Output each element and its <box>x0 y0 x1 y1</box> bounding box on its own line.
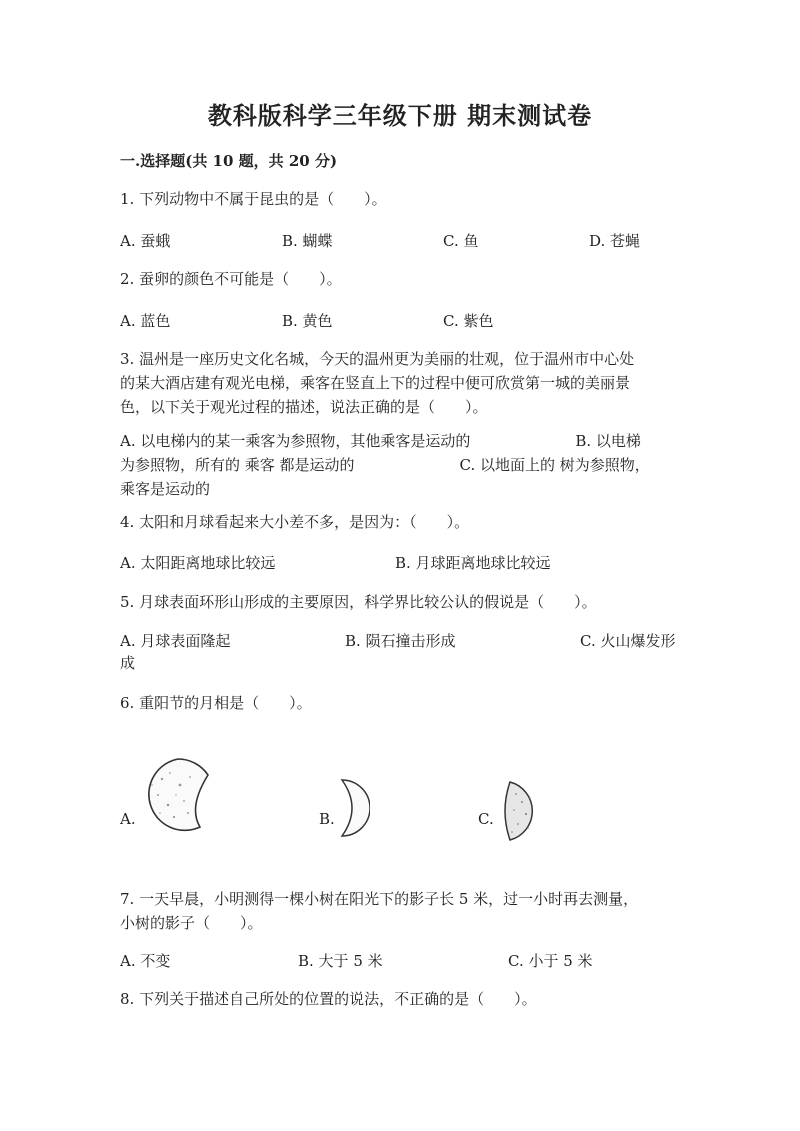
question-7-line-1: 7. 一天早晨，小明测得一棵小树在阳光下的影子长 5 米，过一小时再去测量， <box>120 890 639 908</box>
first-quarter-moon-icon[interactable] <box>500 780 542 842</box>
q3-options-line-3[interactable]: 乘客是运动的 <box>120 480 211 498</box>
q3-options-line-2[interactable]: 为参照物，所有的 乘客 都是运动的 C. 以地面上的 树为参照物， <box>120 456 650 474</box>
page-title: 教科版科学三年级下册 期末测试卷 <box>207 101 593 130</box>
waxing-gibbous-moon-icon[interactable] <box>140 755 216 835</box>
crescent-moon-icon[interactable] <box>336 778 370 838</box>
q5-option-c-wrap: 成 <box>120 654 136 672</box>
q7-option-a[interactable]: A. 不变 <box>120 952 171 970</box>
q1-option-a[interactable]: A. 蚕蛾 <box>120 232 171 250</box>
question-3-line-2: 的某大酒店建有观光电梯，乘客在竖直上下的过程中便可欣赏第一城的美丽景 <box>120 374 631 392</box>
q4-option-b[interactable]: B. 月球距离地球比较远 <box>395 554 551 572</box>
q5-option-a[interactable]: A. 月球表面隆起 <box>120 632 231 650</box>
q6-option-b[interactable]: B. <box>319 810 335 828</box>
question-3-line-3: 色，以下关于观光过程的描述，说法正确的是（ ）。 <box>120 398 488 416</box>
q7-option-c[interactable]: C. 小于 5 米 <box>508 952 593 970</box>
question-8: 8. 下列关于描述自己所处的位置的说法，不正确的是（ ）。 <box>120 990 537 1008</box>
q1-option-d[interactable]: D. 苍蝇 <box>589 232 641 250</box>
question-1: 1. 下列动物中不属于昆虫的是（ ）。 <box>120 190 387 208</box>
q2-option-c[interactable]: C. 紫色 <box>443 312 494 330</box>
q6-option-c[interactable]: C. <box>478 810 494 828</box>
question-3-line-1: 3. 温州是一座历史文化名城，今天的温州更为美丽的壮观，位于温州市中心处 <box>120 350 635 368</box>
question-4: 4. 太阳和月球看起来大小差不多，是因为：（ ）。 <box>120 513 470 531</box>
q2-option-b[interactable]: B. 黄色 <box>282 312 333 330</box>
q2-option-a[interactable]: A. 蓝色 <box>120 312 171 330</box>
q1-option-c[interactable]: C. 鱼 <box>443 232 479 250</box>
question-5: 5. 月球表面环形山形成的主要原因，科学界比较公认的假说是（ ）。 <box>120 593 597 611</box>
q4-option-a[interactable]: A. 太阳距离地球比较远 <box>120 554 276 572</box>
q3-options-line-1[interactable]: A. 以电梯内的某一乘客为参照物，其他乘客是运动的 B. 以电梯 <box>120 432 641 450</box>
q6-option-a[interactable]: A. <box>120 810 136 828</box>
q1-option-b[interactable]: B. 蝴蝶 <box>282 232 333 250</box>
question-7-line-2: 小树的影子（ ）。 <box>120 914 263 932</box>
q5-option-c[interactable]: C. 火山爆发形 <box>580 632 676 650</box>
question-6: 6. 重阳节的月相是（ ）。 <box>120 694 312 712</box>
q5-option-b[interactable]: B. 陨石撞击形成 <box>345 632 456 650</box>
q7-option-b[interactable]: B. 大于 5 米 <box>298 952 383 970</box>
question-2: 2. 蚕卵的颜色不可能是（ ）。 <box>120 270 342 288</box>
section-heading: 一.选择题(共 10 题，共 20 分) <box>120 152 338 170</box>
